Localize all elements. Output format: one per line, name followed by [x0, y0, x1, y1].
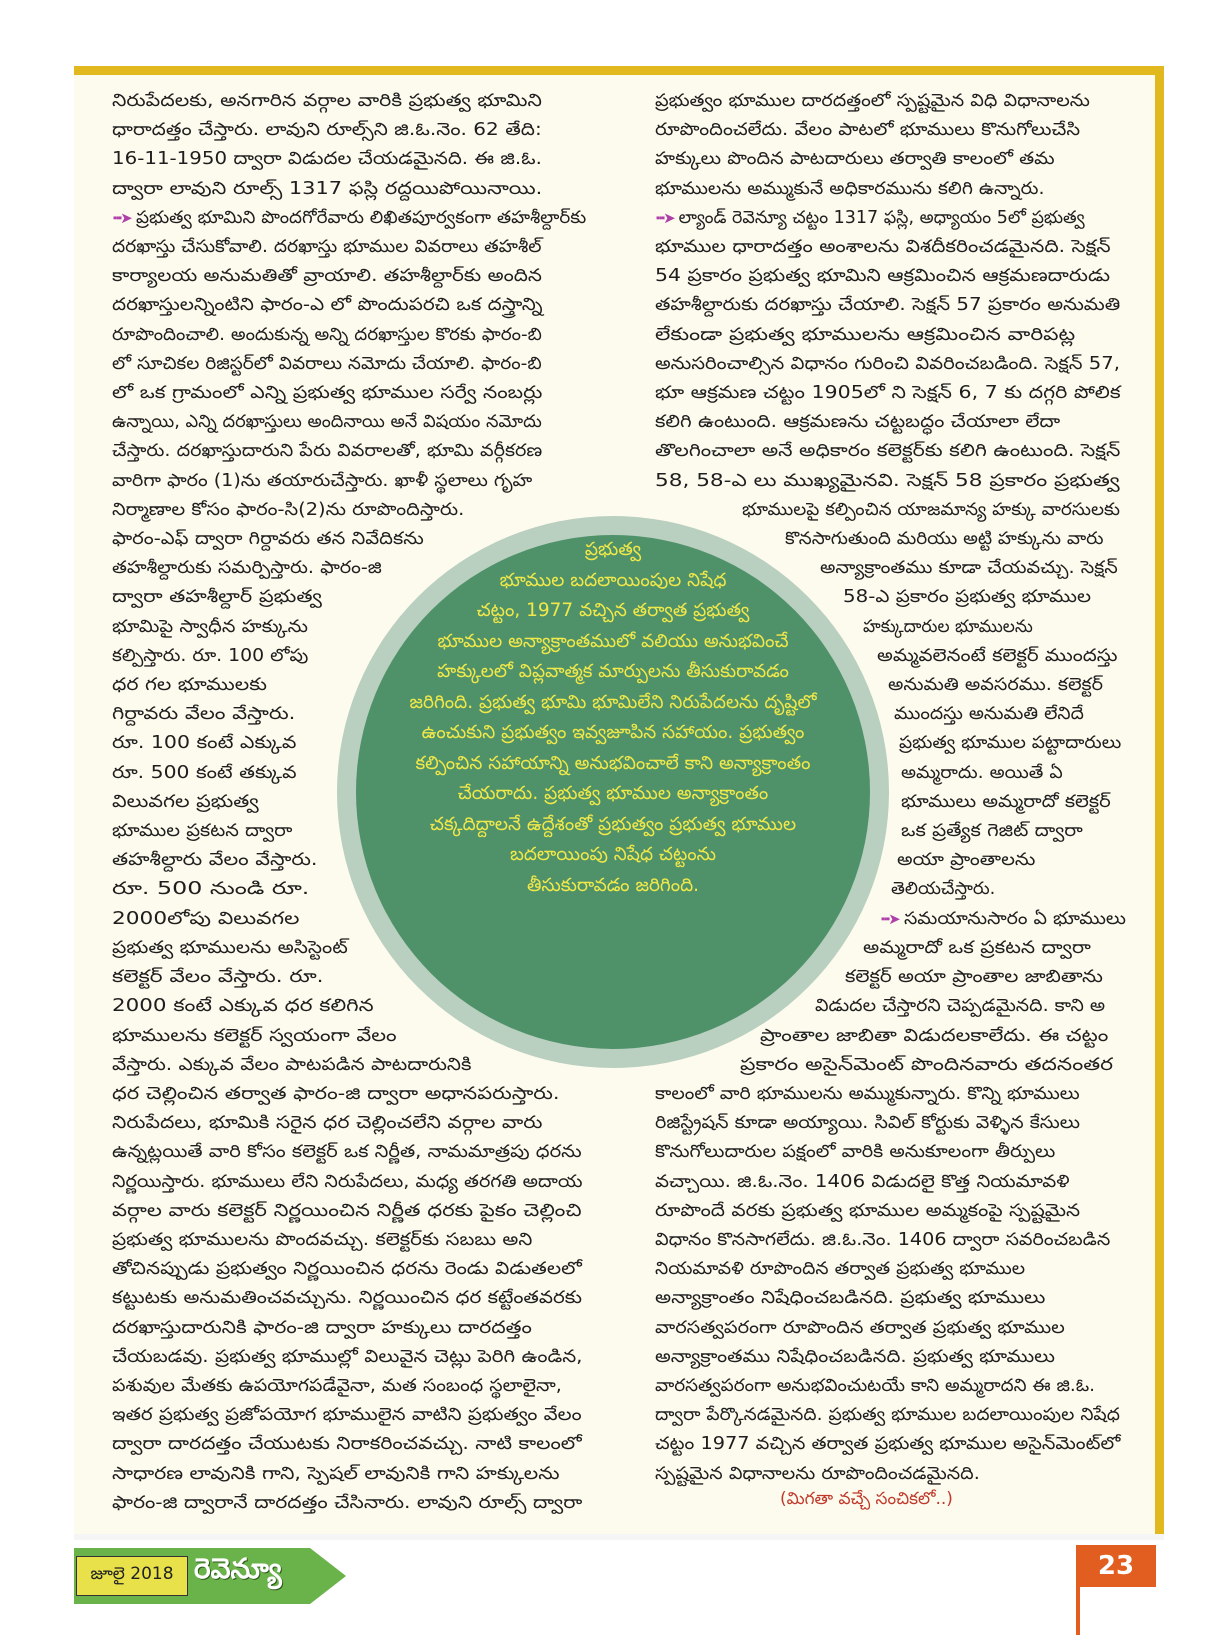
text-line: [655, 321, 1135, 350]
text-line-content: అన్యాక్రాంతము నిషేధించబడినది. ప్రభుత్వ భూములు: [655, 1346, 1055, 1367]
issue-date: జూలై 2018: [76, 1556, 188, 1596]
text-line-content: భూములను అమ్ముకునే అధికారమును కలిగి ఉన్నారు.: [655, 178, 1045, 199]
text-line-content: కాలంలో వారి భూములను అమ్ముకున్నారు. కొన్ని భూములు: [655, 1083, 1080, 1104]
text-line-content: కలిగి ఉంటుంది. ఆక్రమణను చట్టబద్ధం చేయాలా లేదా: [655, 412, 1061, 433]
pull-quote-line: [356, 871, 870, 902]
text-line: [655, 1109, 1135, 1138]
text-line: [112, 204, 612, 233]
pull-quote-line-content: ఉంచుకుని ప్రభుత్వం ఇవ్వజూపిన సహాయం. ప్రభుత్వం: [421, 722, 805, 743]
text-line: [655, 379, 1135, 408]
text-line-content: భూముల ధారాదత్తం అంశాలను విశదీకరించడమైనది. సెక్షన్: [655, 237, 1111, 258]
text-line-content: భూ ఆక్రమణ చట్టం 1905లో ని సెక్షన్ 6, 7 కు దగ్గరి పోలిక: [655, 383, 1121, 404]
text-line-content: తొలగించాలా అనే అధికారం కలెక్టర్‌కు కలిగి ఉంటుంది. సెక్షన్: [655, 441, 1121, 462]
pull-quote-line: [356, 657, 870, 688]
text-line-content: లో ఒక గ్రామంలో ఎన్ని ప్రభుత్వ భూముల సర్వే నంబర్లు: [112, 383, 543, 404]
pull-quote-line: [356, 810, 870, 841]
text-line-content: వారసత్వపరంగా రూపొందిన తర్వాత ప్రభుత్వ భూముల: [655, 1317, 1065, 1338]
text-line-content: చట్టం 1977 వచ్చిన తర్వాత ప్రభుత్వ భూముల అసైన్‌మెంట్‌లో: [655, 1434, 1121, 1455]
text-line-content: ద్వారా పేర్కొనడమైనది. ప్రభుత్వ భూముల బదలాయింపుల నిషేధ: [655, 1405, 1120, 1426]
text-line-content: కొనసాగుతుంది మరియు అట్టి హక్కును వారు: [785, 529, 1104, 550]
text-line: [655, 262, 1135, 291]
text-line: [655, 467, 1135, 496]
text-line-content: ఇతర ప్రభుత్వ ప్రజోపయోగ భూములైన వాటిని ప్రభుత్వం వేలం: [112, 1405, 582, 1426]
text-line-content: తహశీల్దారుకు దరఖాస్తు చేయాలి. సెక్షన్ 57 ప్రకారం అనుమతి: [655, 295, 1121, 316]
pull-quote-line-content: భూముల అన్యాక్రాంతములో వలియు అనుభవించే: [437, 630, 789, 652]
text-line-content: అమ్మరాదు. అయితే ఏ: [901, 762, 1063, 783]
text-line-content: విలువగల ప్రభుత్వ: [112, 791, 259, 812]
text-line: [112, 233, 612, 262]
text-line-content: ముందస్తు అనుమతి లేనిదే: [894, 704, 1084, 725]
text-line-content: కొనుగోలుదారుల పక్షంలో వారికి అనుకూలంగా తీర్పులు: [655, 1142, 1056, 1163]
page-number-line: [1076, 1587, 1080, 1635]
text-line-content: ప్రకారం అసైన్‌మెంట్ పొందినవారు తదనంతర: [740, 1054, 1114, 1075]
text-line-content: ద్వారా దారదత్తం చేయుటకు నిరాకరించవచ్చు. నాటి కాలంలో: [112, 1434, 582, 1455]
bottom-band: [74, 1534, 1164, 1540]
text-line-content: ప్రాంతాల జాబితా విడుదలకాలేదు. ఈ చట్టం: [760, 1025, 1109, 1046]
text-line-content: ఫారం-జి ద్వారానే దారదత్తం చేసినారు. లావుని రూల్స్ ద్వారా: [112, 1492, 583, 1513]
text-line: [112, 1109, 612, 1138]
text-line: [655, 1460, 1135, 1489]
text-line: [655, 1314, 1135, 1343]
text-line: [112, 1138, 612, 1167]
text-line-content: కలెక్టర్ వేలం వేస్తారు. రూ.: [112, 967, 324, 988]
text-line: [112, 1284, 612, 1313]
pull-quote-line-content: చక్కదిద్దాలనే ఉద్దేశంతో ప్రభుత్వం ప్రభుత్వ భూముల: [429, 813, 797, 835]
text-line-content: ఫారం-ఎఫ్ ద్వారా గిర్దావరు తన నివేదికను: [112, 529, 424, 550]
pull-quote-line-content: హక్కులలో విప్లవాత్మక మార్పులను తీసుకురావడం: [437, 661, 789, 682]
text-line-content: నిర్ణయిస్తారు. భూములు లేని నిరుపేదలు, మధ్య తరగతి అదాయ: [112, 1171, 583, 1192]
text-line-content: అన్యాక్రాంతం నిషేధించబడినది. ప్రభుత్వ భూములు: [655, 1288, 1046, 1309]
pull-quote-line-content: భూముల బదలాయింపుల నిషేధ: [499, 569, 727, 591]
text-line-content: భూమిపై స్వాధీన హక్కును: [112, 616, 308, 637]
text-line: [112, 291, 612, 320]
text-line: [655, 233, 1135, 262]
continued-note: (మిగతా వచ్చే సంచికలో..): [780, 1489, 953, 1509]
text-line-content: తహశీల్దారు వేలం వేస్తారు.: [112, 850, 318, 871]
text-line: [655, 1401, 1135, 1430]
pull-quote-line: [356, 596, 870, 627]
text-line: [112, 437, 612, 466]
text-line-content: కార్యాలయ అనుమతితో వ్రాయాలి. తహశీల్దార్‌కు అందిన: [112, 266, 542, 287]
text-line: [655, 1284, 1135, 1313]
text-line-content: రూ. 500 నుండి రూ.: [112, 879, 310, 900]
text-line-content: అమ్మరాదో ఒక ప్రకటన ద్వారా: [863, 937, 1091, 958]
pull-quote-line: [356, 535, 870, 566]
pull-quote-line: [356, 718, 870, 749]
text-line-content: దరఖాస్తు చేసుకోవాలి. దరఖాస్తు భూముల వివరాలు తహశీల్: [112, 237, 542, 258]
text-line-content: ఒక ప్రత్యేక గెజిట్ ద్వారా: [901, 821, 1083, 842]
text-line-content: 58, 58-ఎ లు ముఖ్యమైనవి. సెక్షన్ 58 ప్రకారం ప్రభుత్వ: [655, 470, 1120, 491]
pull-quote-line: [356, 749, 870, 780]
pull-quote-line-content: ప్రభుత్వ: [584, 539, 642, 560]
pull-quote-line-content: కల్పించిన సహాయాన్ని అనుభవించాలే కాని అన్యాక్రాంతం: [415, 752, 811, 774]
text-line: [112, 1343, 612, 1372]
text-line: [112, 1314, 612, 1343]
top-border: [74, 66, 1164, 75]
text-line-content: సమయానుసారం ఏ భూములు: [903, 908, 1126, 929]
text-line-content: పశువుల మేతకు ఉపయోగపడేవైనా, మత సంబంధ స్థలాలైనా,: [112, 1375, 562, 1396]
text-line-content: చేయబడవు. ప్రభుత్వ భూముల్లో విలువైన చెట్లు పెరిగి ఉండిన,: [112, 1346, 583, 1367]
text-line: [655, 1138, 1135, 1167]
bullet-arrow-icon: ∙∙∙➤: [112, 208, 130, 227]
text-line-content: నిర్మాణాల కోసం ఫారం-సి(2)ను రూపొందిస్తారు.: [112, 499, 465, 520]
text-line-content: ప్రభుత్వ భూముల పట్టాదారులు: [899, 733, 1122, 754]
text-line: [112, 1255, 612, 1284]
text-line-content: భూములపై కల్పించిన యాజమాన్య హక్కు వారసులకు: [742, 499, 1120, 520]
text-line-content: నిరుపేదలకు, అనగారిన వర్గాల వారికి ప్రభుత్వ భూమిని: [112, 91, 542, 111]
text-line: [112, 1226, 612, 1255]
text-line: [655, 1080, 1135, 1109]
text-line-content: లో సూచికల రిజిస్టర్‌లో వివరాలు నమోదు చేయాలి. ఫారం-బి: [112, 353, 542, 374]
text-line-content: అయా ప్రాంతాలను: [897, 850, 1036, 871]
pull-quote-line: [356, 688, 870, 719]
text-line-content: కట్టుటకు అనుమతించవచ్చును. నిర్ణయించిన ధర కట్టేంతవరకు: [112, 1288, 583, 1309]
text-line-content: తెలియచేస్తారు.: [891, 879, 996, 900]
text-line: [112, 145, 612, 174]
magazine-name: రెవెన్యూ: [194, 1552, 282, 1585]
text-line: [655, 1255, 1135, 1284]
text-line-content: వర్గాల వారు కలెక్టర్ నిర్ణయించిన నిర్ణీత ధరకు పైకం చెల్లించి: [112, 1200, 582, 1221]
pull-quote-line-content: చేయరాదు. ప్రభుత్వ భూముల అన్యాక్రాంతం: [457, 783, 769, 804]
text-line: [655, 1197, 1135, 1226]
page-number: 23: [1076, 1545, 1156, 1587]
right-border: [1155, 66, 1164, 1536]
text-line-content: గిర్దావరు వేలం వేస్తారు.: [112, 704, 296, 725]
text-line-content: చేస్తారు. దరఖాస్తుదారుని పేరు వివరాలతో, భూమి వర్గీకరణ: [112, 441, 543, 462]
text-line-content: భూములను కలెక్టర్ స్వయంగా వేలం: [112, 1025, 397, 1046]
pull-quote-text: [356, 535, 870, 901]
text-line-content: రూపొందించలేదు. వేలం పాటలో భూములు కొనుగోలుచేసి: [655, 120, 1081, 141]
text-line-content: రిజిస్ట్రేషన్ కూడా అయ్యాయి. సివిల్ కోర్టుకు వెళ్ళిన కేసులు: [655, 1113, 1080, 1134]
text-line: [655, 145, 1135, 174]
text-line: [112, 1430, 612, 1459]
text-line: [112, 1080, 612, 1109]
text-line-content: ద్వారా లావుని రూల్స్ 1317 ఫస్లి రద్దయిపోయినాయి.: [112, 178, 543, 199]
text-line-content: దరఖాస్తుదారునికి ఫారం-జి ద్వారా హక్కులు దారదత్తం: [112, 1317, 532, 1338]
text-line: [112, 116, 612, 145]
text-line-content: కల్పిస్తారు. రూ. 100 లోపు: [112, 645, 309, 666]
text-line: [112, 1460, 612, 1489]
text-line-content: అమ్మవలెనంటే కలెక్టర్ ముందస్తు: [877, 645, 1118, 666]
text-line-content: విధానం కొనసాగలేదు. జి.ఓ.నెం. 1406 ద్వారా సవరించబడిన: [655, 1229, 1111, 1250]
text-line-content: ప్రభుత్వ భూమిని పొందగోరేవారు లిఖితపూర్వకంగా తహశీల్దార్‌కు: [135, 207, 586, 228]
text-line: [112, 1168, 612, 1197]
text-line: [655, 496, 1135, 525]
text-line-content: 58-ఎ ప్రకారం ప్రభుత్వ భూముల: [843, 587, 1091, 608]
text-line-content: భూములు అమ్మరాదో కలెక్టర్: [901, 791, 1111, 812]
text-line: [112, 262, 612, 291]
text-line-content: తోచినప్పుడు ప్రభుత్వం నిర్ణయించిన ధరను రెండు విడుతలలో: [112, 1259, 582, 1280]
text-line: [112, 408, 612, 437]
text-line-content: సాధారణ లావునికి గాని, స్పెషల్ లావునికి గాని హక్కులను: [112, 1463, 560, 1484]
text-line-content: ధర గల భూములకు: [112, 675, 267, 696]
text-line: [112, 467, 612, 496]
text-line-content: రూ. 100 కంటే ఎక్కువ: [112, 733, 297, 754]
text-line: [655, 116, 1135, 145]
text-line: [112, 1372, 612, 1401]
text-line: [112, 379, 612, 408]
text-line: [655, 291, 1135, 320]
text-line: [112, 321, 612, 350]
pull-quote-line: [356, 840, 870, 871]
text-line-content: స్పష్టమైన విధానాలను రూపొందించడమైనది.: [655, 1463, 980, 1484]
text-line: [655, 1168, 1135, 1197]
text-line-content: ధర చెల్లించిన తర్వాత ఫారం-జి ద్వారా అధానపరుస్తారు.: [112, 1083, 560, 1104]
text-line-content: లేకుండా ప్రభుత్వ భూములను ఆక్రమించిన వారిపట్ల: [655, 324, 1076, 345]
pull-quote-line: [356, 566, 870, 597]
text-line: [655, 204, 1135, 233]
text-line-content: రూ. 500 కంటే తక్కువ: [112, 762, 297, 783]
text-line: [655, 437, 1135, 466]
text-line-content: వేస్తారు. ఎక్కువ వేలం పాటపడిన పాటదారునికి: [112, 1054, 472, 1075]
text-line: [655, 87, 1135, 116]
text-line: [112, 350, 612, 379]
text-line-content: తహశీల్దారుకు సమర్పిస్తారు. ఫారం-జి: [112, 558, 382, 579]
text-line: [655, 1051, 1135, 1080]
text-line: [655, 1343, 1135, 1372]
text-line: [112, 1489, 612, 1518]
text-line-content: కలెక్టర్ అయా ప్రాంతాల జాబితాను: [845, 967, 1103, 988]
text-line-content: రూపొందించాలి. అందుకున్న అన్ని దరఖాస్తుల కొరకు ఫారం-బి: [112, 324, 542, 345]
pull-quote-line: [356, 627, 870, 658]
text-line-content: 16-11-1950 ద్వారా విడుదల చేయడమైనది. ఈ జి.ఓ.: [112, 149, 542, 170]
text-line: [655, 175, 1135, 204]
text-line-content: హక్కులు పొందిన పాటదారులు తర్వాతి కాలంలో తమ: [655, 149, 1055, 170]
text-line: [655, 1430, 1135, 1459]
text-line-content: ద్వారా తహశీల్దార్ ప్రభుత్వ: [112, 587, 322, 608]
text-line-content: ప్రభుత్వం భూముల దారదత్తంలో స్పష్టమైన విధి విధానాలను: [655, 91, 1090, 111]
text-line-content: అన్యాక్రాంతము కూడా చేయవచ్చు. సెక్షన్: [820, 558, 1118, 579]
pull-quote-line-content: తీసుకురావడం జరిగింది.: [526, 874, 700, 896]
text-line-content: అనుమతి అవసరము. కలెక్టర్: [888, 675, 1103, 696]
text-line: [112, 496, 612, 525]
text-line-content: వారసత్వపరంగా అనుభవించుటయే కాని అమ్మరాదని ఈ జి.ఓ.: [655, 1375, 1096, 1396]
text-line-content: 2000లోపు విలువగల: [112, 908, 300, 929]
bullet-arrow-icon: ∙∙∙➤: [880, 909, 898, 928]
text-line-content: ప్రభుత్వ భూములను అసిస్టెంట్: [112, 937, 348, 958]
pull-quote-line: [356, 779, 870, 810]
text-line-content: 54 ప్రకారం ప్రభుత్వ భూమిని ఆక్రమించిన ఆక్రమణదారుడు: [655, 266, 1111, 287]
text-line: [655, 1372, 1135, 1401]
text-line-content: ప్రభుత్వ భూములను పొందవచ్చు. కలెక్టర్‌కు సబబు అని: [112, 1229, 533, 1250]
text-line-content: నిరుపేదలు, భూమికి సరైన ధర చెల్లించలేని వర్గాల వారు: [112, 1113, 543, 1134]
text-line-content: ధారాదత్తం చేస్తారు. లావుని రూల్స్‌ని జి.ఓ.నెం. 62 తేది:: [112, 120, 542, 141]
text-line-content: ఉన్నాయి, ఎన్ని దరఖాస్తులు అందినాయి అనే విషయం నమోదు: [112, 412, 542, 433]
text-line-content: దరఖాస్తులన్నింటిని ఫారం-ఎ లో పొందుపరచి ఒక దస్త్రాన్ని: [112, 295, 543, 316]
text-line-content: హక్కుదారుల భూములను: [863, 616, 1033, 637]
text-line: [655, 408, 1135, 437]
pull-quote-line-content: చట్టం, 1977 వచ్చిన తర్వాత ప్రభుత్వ: [476, 600, 750, 621]
text-line-content: వచ్చాయి. జి.ఓ.నెం. 1406 విడుదలై కొత్త నియమావళి: [655, 1171, 1070, 1192]
text-line-content: భూముల ప్రకటన ద్వారా: [112, 821, 293, 842]
text-line-content: అనుసరించాల్సిన విధానం గురించి వివరించబడింది. సెక్షన్ 57,: [655, 353, 1120, 374]
text-line: [655, 1226, 1135, 1255]
pull-quote-line-content: జరిగింది. ప్రభుత్వ భూమి భూమిలేని నిరుపేదలను దృష్టిలో: [409, 691, 817, 713]
text-line: [112, 175, 612, 204]
text-line-content: నియమావళి రూపొందిన తర్వాత ప్రభుత్వ భూముల: [655, 1259, 1026, 1280]
text-line-content: 2000 కంటే ఎక్కువ ధర కలిగిన: [112, 996, 374, 1017]
text-line: [655, 350, 1135, 379]
pull-quote-line-content: బదలాయింపు నిషేధ చట్టంను: [509, 844, 717, 865]
text-line-content: ఉన్నట్లయితే వారి కోసం కలెక్టర్ ఒక నిర్ణీత, నామమాత్రపు ధరను: [112, 1142, 582, 1163]
bullet-arrow-icon: ∙∙∙➤: [655, 208, 673, 227]
text-line: [112, 87, 612, 116]
text-line-content: రూపొందే వరకు ప్రభుత్వ భూముల అమ్మకంపై స్పష్టమైన: [655, 1200, 1081, 1221]
text-line-content: వారిగా ఫారం (1)ను తయారుచేస్తారు. ఖాళీ స్థలాలు గృహ: [112, 470, 533, 491]
text-line: [112, 1197, 612, 1226]
text-line-content: ల్యాండ్ రెవెన్యూ చట్టం 1317 ఫస్లి, అధ్యాయం 5లో ప్రభుత్వ: [678, 207, 1085, 228]
text-line-content: విడుదల చేస్తారని చెప్పడమైనది. కాని అ: [815, 996, 1106, 1017]
text-line: [112, 1401, 612, 1430]
